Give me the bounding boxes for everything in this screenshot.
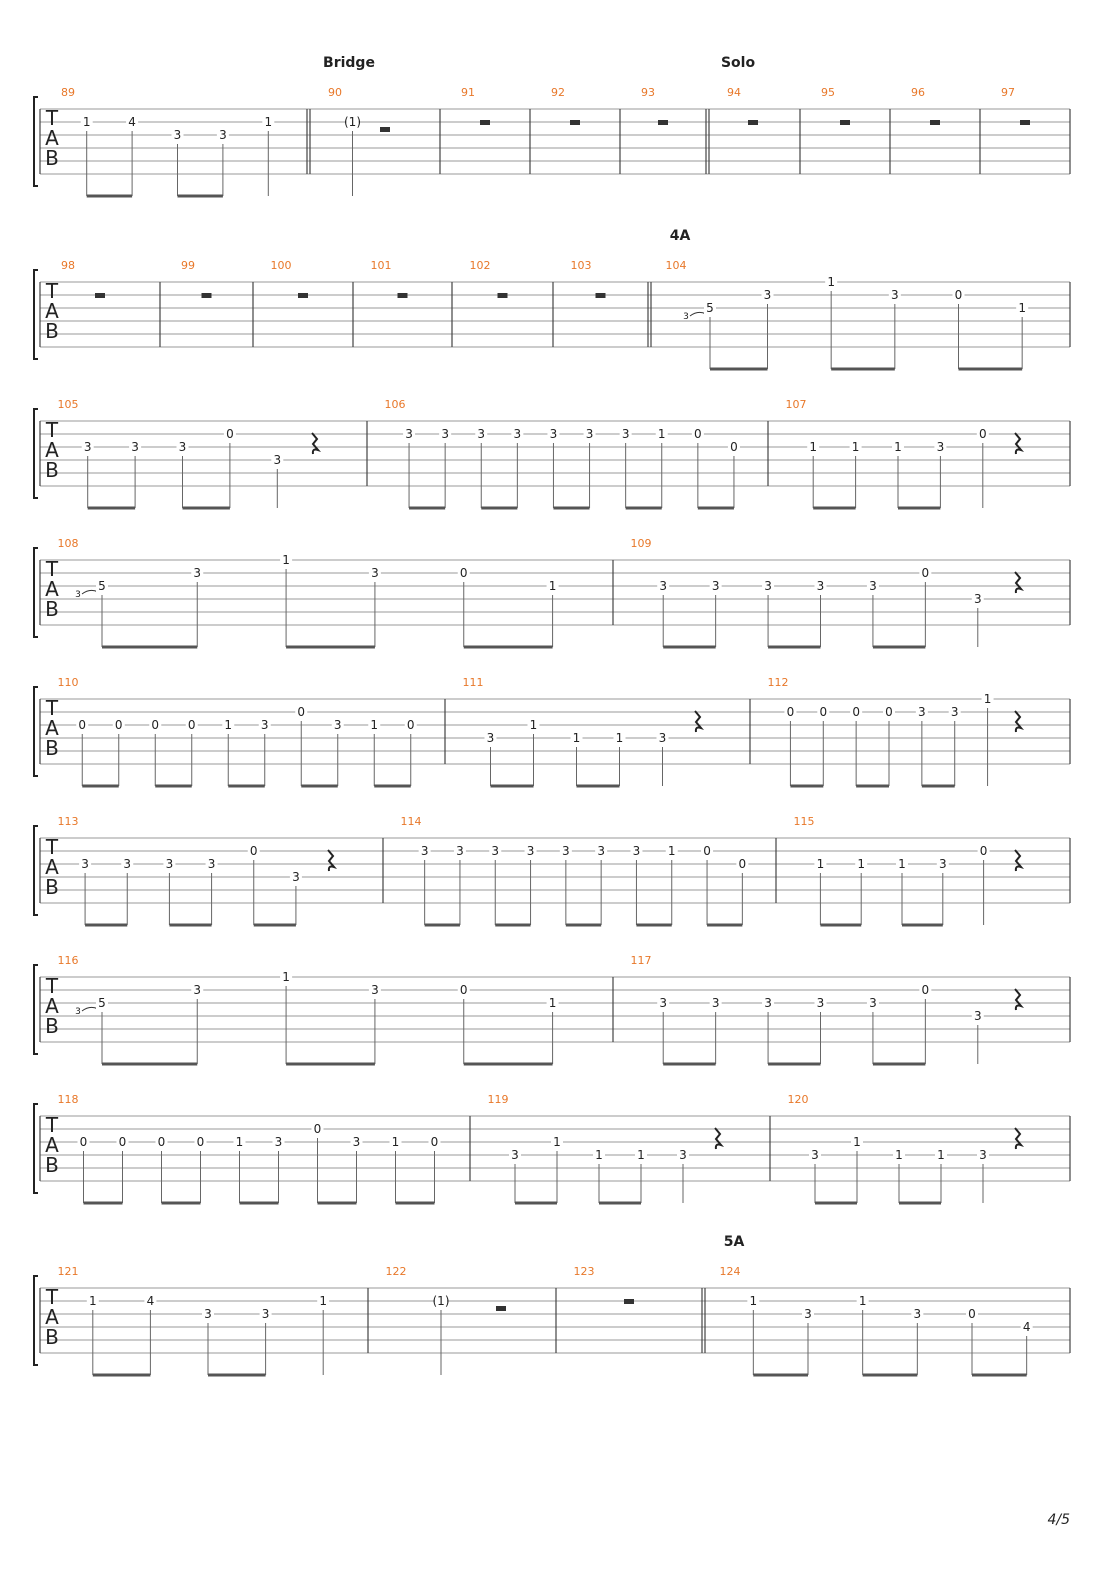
system-bracket xyxy=(34,97,38,186)
fret-number: 3 xyxy=(274,1135,283,1149)
tab-clef-letter: B xyxy=(45,146,59,170)
tab-clef-letter: A xyxy=(45,1305,59,1329)
rest-half xyxy=(496,1306,506,1311)
fret-number: 3 xyxy=(950,705,959,719)
fret-number: 0 xyxy=(187,718,196,732)
system-bracket xyxy=(34,965,38,1054)
fret-number: 3 xyxy=(621,427,630,441)
fret-number: 1 xyxy=(749,1294,758,1308)
system-bracket xyxy=(34,270,38,359)
fret-number: (1) xyxy=(344,115,361,129)
fret-number: 3 xyxy=(679,1148,687,1162)
tab-clef-letter: T xyxy=(45,974,59,998)
measure-number: 112 xyxy=(767,676,789,689)
measure-number: 93 xyxy=(641,86,655,99)
fret-number: 0 xyxy=(196,1135,205,1149)
fret-number: 0 xyxy=(703,844,711,858)
fret-number: 3 xyxy=(816,996,825,1010)
measure-number: 108 xyxy=(57,537,79,550)
rest-whole xyxy=(480,120,490,125)
measure-number: 94 xyxy=(727,86,741,99)
fret-number: 3 xyxy=(420,844,429,858)
measure-number: 98 xyxy=(61,259,75,272)
measure-number: 110 xyxy=(57,676,79,689)
fret-number: 3 xyxy=(333,718,342,732)
tab-system xyxy=(34,687,1070,786)
tab-clef-letter: A xyxy=(45,1133,59,1157)
measure-number: 97 xyxy=(1001,86,1015,99)
fret-number: 1 xyxy=(319,1294,328,1308)
fret-number: 3 xyxy=(261,1307,270,1321)
tab-clef-letter: B xyxy=(45,319,59,343)
measure-number: 100 xyxy=(270,259,292,272)
measure-number: 89 xyxy=(61,86,75,99)
fret-number: 3 xyxy=(441,427,449,441)
fret-number: 0 xyxy=(819,705,828,719)
fret-number: (1) xyxy=(432,1294,450,1308)
rest-whole xyxy=(624,1299,634,1304)
measure-number: 124 xyxy=(719,1265,741,1278)
fret-number: 3 xyxy=(491,844,500,858)
fret-number: 3 xyxy=(869,996,877,1010)
rest-whole xyxy=(398,293,408,298)
tab-clef-letter: A xyxy=(45,994,59,1018)
grace-note: 3 xyxy=(75,1007,81,1017)
measure-number: 105 xyxy=(57,398,79,411)
section-label: 5A xyxy=(723,1234,745,1250)
fret-number: 0 xyxy=(885,705,893,719)
fret-number: 0 xyxy=(151,718,160,732)
tab-clef-letter: T xyxy=(45,106,59,130)
measure-number: 109 xyxy=(630,537,652,550)
fret-number: 3 xyxy=(456,844,464,858)
rest-whole xyxy=(658,120,668,125)
slide-slur xyxy=(82,1007,98,1011)
fret-number: 1 xyxy=(851,440,860,454)
fret-number: 1 xyxy=(264,115,273,129)
system-bracket xyxy=(34,1276,38,1365)
fret-number: 3 xyxy=(936,440,945,454)
section-label: 4A xyxy=(669,228,691,244)
measure-number: 90 xyxy=(328,86,342,99)
measure-number: 120 xyxy=(787,1093,809,1106)
fret-number: 3 xyxy=(632,844,641,858)
rest-quarter xyxy=(328,850,334,871)
fret-number: 1 xyxy=(895,1148,903,1162)
measure-number: 123 xyxy=(573,1265,595,1278)
fret-number: 0 xyxy=(921,566,930,580)
fret-number: 0 xyxy=(694,427,702,441)
fret-number: 0 xyxy=(730,440,738,454)
rest-quarter xyxy=(1015,989,1021,1010)
measure-number: 115 xyxy=(793,815,815,828)
fret-number: 1 xyxy=(548,579,557,593)
fret-number: 1 xyxy=(853,1135,861,1149)
measure-number: 113 xyxy=(57,815,79,828)
fret-number: 0 xyxy=(978,427,987,441)
tab-system xyxy=(34,965,1070,1064)
fret-number: 3 xyxy=(219,128,227,142)
measure-number: 111 xyxy=(462,676,484,689)
fret-number: 1 xyxy=(637,1148,645,1162)
rest-whole xyxy=(202,293,212,298)
rest-quarter xyxy=(715,1128,721,1149)
fret-number: 1 xyxy=(894,440,902,454)
fret-number: 0 xyxy=(406,718,415,732)
fret-number: 1 xyxy=(553,1135,561,1149)
fret-number: 3 xyxy=(763,288,772,302)
tab-clef-letter: T xyxy=(45,418,59,442)
fret-number: 1 xyxy=(282,970,290,984)
fret-number: 5 xyxy=(98,579,106,593)
fret-number: 1 xyxy=(816,857,825,871)
measure-number: 103 xyxy=(570,259,592,272)
fret-number: 3 xyxy=(405,427,413,441)
system-bracket xyxy=(34,1104,38,1193)
fret-number: 3 xyxy=(123,857,132,871)
fret-number: 0 xyxy=(459,983,468,997)
fret-number: 4 xyxy=(1022,1320,1031,1334)
fret-number: 3 xyxy=(178,440,187,454)
rest-quarter xyxy=(695,711,701,732)
rest-quarter xyxy=(1015,433,1021,454)
fret-number: 3 xyxy=(165,857,174,871)
fret-number: 1 xyxy=(983,692,992,706)
fret-number: 3 xyxy=(81,857,89,871)
fret-number: 3 xyxy=(371,566,379,580)
fret-number: 3 xyxy=(131,440,139,454)
fret-number: 1 xyxy=(572,731,581,745)
fret-number: 0 xyxy=(968,1307,976,1321)
fret-number: 3 xyxy=(513,427,522,441)
measure-number: 121 xyxy=(57,1265,79,1278)
fret-number: 0 xyxy=(954,288,963,302)
rest-whole xyxy=(1020,120,1030,125)
fret-number: 5 xyxy=(706,301,714,315)
grace-note: 3 xyxy=(683,312,689,322)
measure-number: 122 xyxy=(385,1265,407,1278)
measure-number: 92 xyxy=(551,86,565,99)
fret-number: 1 xyxy=(370,718,379,732)
fret-number: 1 xyxy=(82,115,91,129)
fret-number: 3 xyxy=(918,705,926,719)
grace-note: 3 xyxy=(75,590,81,600)
section-label: Bridge xyxy=(323,55,375,71)
measure-number: 106 xyxy=(384,398,406,411)
rest-whole xyxy=(840,120,850,125)
rest-whole xyxy=(570,120,580,125)
fret-number: 3 xyxy=(973,592,982,606)
fret-number: 3 xyxy=(711,996,720,1010)
tab-clef-letter: T xyxy=(45,557,59,581)
fret-number: 3 xyxy=(804,1307,812,1321)
fret-number: 1 xyxy=(809,440,818,454)
rest-whole xyxy=(596,293,606,298)
fret-number: 3 xyxy=(659,579,668,593)
rest-whole xyxy=(95,293,105,298)
fret-number: 1 xyxy=(827,275,835,289)
slide-slur xyxy=(82,590,98,594)
measure-number: 101 xyxy=(370,259,392,272)
fret-number: 1 xyxy=(657,427,666,441)
fret-number: 0 xyxy=(852,705,860,719)
fret-number: 3 xyxy=(207,857,216,871)
fret-number: 3 xyxy=(764,579,772,593)
fret-number: 3 xyxy=(711,579,720,593)
fret-number: 3 xyxy=(352,1135,361,1149)
fret-number: 5 xyxy=(98,996,106,1010)
fret-number: 0 xyxy=(79,1135,88,1149)
fret-number: 1 xyxy=(857,857,866,871)
tab-clef-letter: T xyxy=(45,279,59,303)
measure-number: 116 xyxy=(57,954,79,967)
tab-clef-letter: T xyxy=(45,1285,59,1309)
rest-quarter xyxy=(1015,711,1021,732)
tab-clef-letter: B xyxy=(45,458,59,482)
rest-quarter xyxy=(312,433,318,454)
measure-number: 95 xyxy=(821,86,835,99)
fret-number: 3 xyxy=(891,288,899,302)
fret-number: 3 xyxy=(764,996,772,1010)
fret-number: 1 xyxy=(224,718,233,732)
fret-number: 3 xyxy=(511,1148,519,1162)
fret-number: 0 xyxy=(157,1135,166,1149)
fret-number: 3 xyxy=(585,427,594,441)
fret-number: 1 xyxy=(88,1294,97,1308)
section-label: Solo xyxy=(720,55,756,71)
fret-number: 1 xyxy=(1018,301,1026,315)
fret-number: 0 xyxy=(921,983,930,997)
fret-number: 3 xyxy=(204,1307,212,1321)
tab-clef-letter: B xyxy=(45,1014,59,1038)
tab-clef-letter: B xyxy=(45,1153,59,1177)
tab-clef-letter: B xyxy=(45,1325,59,1349)
fret-number: 3 xyxy=(273,453,282,467)
rest-quarter xyxy=(1015,850,1021,871)
tab-system xyxy=(34,1276,1070,1375)
measure-number: 118 xyxy=(57,1093,79,1106)
rest-quarter xyxy=(1015,572,1021,593)
fret-number: 3 xyxy=(869,579,877,593)
fret-number: 3 xyxy=(83,440,92,454)
tab-system xyxy=(34,826,1070,925)
tab-system xyxy=(34,97,1070,196)
fret-number: 3 xyxy=(973,1009,982,1023)
fret-number: 4 xyxy=(128,115,136,129)
fret-number: 1 xyxy=(937,1148,945,1162)
fret-number: 1 xyxy=(898,857,906,871)
tab-clef-letter: B xyxy=(45,597,59,621)
rest-whole xyxy=(748,120,758,125)
measure-number: 91 xyxy=(461,86,475,99)
rest-whole xyxy=(498,293,508,298)
measure-number: 119 xyxy=(487,1093,509,1106)
measure-number: 114 xyxy=(400,815,422,828)
tab-clef-letter: A xyxy=(45,577,59,601)
system-bracket xyxy=(34,687,38,776)
rest-half xyxy=(380,127,390,132)
fret-number: 0 xyxy=(979,844,988,858)
measure-number: 104 xyxy=(665,259,687,272)
tab-clef-letter: A xyxy=(45,126,59,150)
fret-number: 1 xyxy=(529,718,538,732)
fret-number: 1 xyxy=(858,1294,867,1308)
tab-system xyxy=(34,409,1070,508)
measure-number: 102 xyxy=(469,259,491,272)
fret-number: 1 xyxy=(548,996,557,1010)
system-bracket xyxy=(34,826,38,915)
fret-number: 3 xyxy=(938,857,947,871)
fret-number: 3 xyxy=(193,566,202,580)
tab-clef-letter: T xyxy=(45,696,59,720)
fret-number: 3 xyxy=(562,844,570,858)
fret-number: 0 xyxy=(786,705,795,719)
fret-number: 0 xyxy=(114,718,123,732)
tab-clef-letter: A xyxy=(45,438,59,462)
fret-number: 0 xyxy=(297,705,306,719)
measure-number: 96 xyxy=(911,86,925,99)
tab-clef-letter: T xyxy=(45,835,59,859)
tab-system xyxy=(34,270,1070,369)
fret-number: 1 xyxy=(595,1148,603,1162)
fret-number: 1 xyxy=(667,844,676,858)
fret-number: 3 xyxy=(526,844,535,858)
fret-number: 3 xyxy=(173,128,182,142)
system-bracket xyxy=(34,409,38,498)
measure-number: 117 xyxy=(630,954,652,967)
tab-clef-letter: B xyxy=(45,736,59,760)
tab-system xyxy=(34,1104,1070,1203)
fret-number: 3 xyxy=(597,844,605,858)
fret-number: 1 xyxy=(391,1135,400,1149)
fret-number: 0 xyxy=(78,718,87,732)
fret-number: 3 xyxy=(292,870,300,884)
measure-number: 99 xyxy=(181,259,195,272)
tab-clef-letter: A xyxy=(45,716,59,740)
rest-quarter xyxy=(1015,1128,1021,1149)
fret-number: 3 xyxy=(549,427,558,441)
tab-clef-letter: A xyxy=(45,299,59,323)
fret-number: 3 xyxy=(913,1307,922,1321)
fret-number: 0 xyxy=(313,1122,322,1136)
fret-number: 1 xyxy=(282,553,290,567)
fret-number: 1 xyxy=(235,1135,244,1149)
rest-whole xyxy=(930,120,940,125)
tab-clef-letter: T xyxy=(45,1113,59,1137)
fret-number: 0 xyxy=(249,844,258,858)
fret-number: 3 xyxy=(816,579,825,593)
fret-number: 3 xyxy=(477,427,486,441)
fret-number: 4 xyxy=(146,1294,155,1308)
fret-number: 0 xyxy=(118,1135,127,1149)
fret-number: 3 xyxy=(260,718,269,732)
fret-number: 3 xyxy=(979,1148,987,1162)
measure-number: 107 xyxy=(785,398,807,411)
rest-whole xyxy=(298,293,308,298)
fret-number: 0 xyxy=(738,857,747,871)
fret-number: 3 xyxy=(371,983,379,997)
tab-clef-letter: B xyxy=(45,875,59,899)
fret-number: 0 xyxy=(226,427,234,441)
slide-slur xyxy=(690,312,706,316)
fret-number: 3 xyxy=(193,983,202,997)
tab-clef-letter: A xyxy=(45,855,59,879)
fret-number: 3 xyxy=(811,1148,819,1162)
system-bracket xyxy=(34,548,38,637)
fret-number: 3 xyxy=(486,731,495,745)
fret-number: 3 xyxy=(658,731,667,745)
fret-number: 0 xyxy=(459,566,468,580)
fret-number: 1 xyxy=(615,731,624,745)
tab-system xyxy=(34,548,1070,647)
fret-number: 3 xyxy=(659,996,668,1010)
fret-number: 0 xyxy=(430,1135,439,1149)
page-number: 4/5 xyxy=(1047,1512,1070,1528)
